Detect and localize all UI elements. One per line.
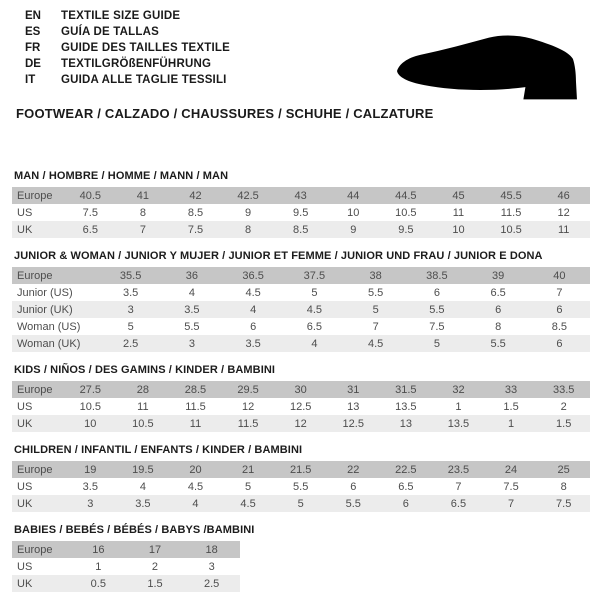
size-table [12, 381, 590, 432]
size-table-row [12, 478, 590, 495]
size-cell: 18 [183, 541, 240, 558]
size-table [12, 461, 590, 512]
size-cell: 12.5 [289, 400, 312, 413]
language-title: TEXTILE SIZE GUIDE [61, 10, 181, 22]
size-cell: 36.5 [223, 267, 284, 284]
size-cell: 6 [250, 320, 257, 333]
size-cell: 10 [347, 206, 360, 219]
size-cell: 8 [222, 221, 275, 238]
size-cell: 11.5 [222, 415, 275, 432]
size-cell: 1 [485, 415, 538, 432]
size-cell: 24 [485, 461, 538, 478]
row-label: Europe [12, 381, 64, 398]
size-cell: 3 [208, 560, 215, 573]
size-cell: 25 [537, 461, 590, 478]
size-cell: 30 [274, 381, 327, 398]
size-table-title: KIDS / NIÑOS / DES GAMINS / KINDER / BAMBINI [14, 364, 276, 376]
language-code: FR [25, 42, 41, 54]
language-title-block [25, 8, 230, 88]
size-cell: 37.5 [284, 267, 345, 284]
size-cell: 9.5 [293, 206, 309, 219]
size-table-title: CHILDREN / INFANTIL / ENFANTS / KINDER / BAMBINI [14, 444, 303, 456]
size-cell: 10.5 [79, 400, 101, 413]
size-table-row [12, 267, 590, 284]
size-cell: 3.5 [117, 495, 170, 512]
language-code: DE [25, 58, 41, 70]
size-cell: 6.5 [64, 221, 117, 238]
size-cell: 1 [95, 560, 102, 573]
size-cell: 4.5 [222, 495, 275, 512]
size-cell: 5 [274, 495, 327, 512]
language-row-fr [25, 40, 230, 56]
size-cell: 5.5 [468, 335, 529, 352]
size-cell: 3.5 [161, 301, 222, 318]
size-cell: 3 [161, 335, 222, 352]
size-cell: 35.5 [100, 267, 161, 284]
size-cell: 4 [188, 286, 195, 299]
size-cell: 5 [311, 286, 318, 299]
size-cell: 19.5 [117, 461, 170, 478]
size-cell: 10.5 [117, 415, 170, 432]
size-cell: 22.5 [380, 461, 433, 478]
size-cell: 5.5 [406, 301, 467, 318]
size-cell: 8 [495, 320, 502, 333]
language-code: ES [25, 26, 41, 38]
size-cell: 12.5 [327, 415, 380, 432]
size-cell: 29.5 [222, 381, 275, 398]
size-cell: 5 [406, 335, 467, 352]
size-cell: 6 [529, 301, 590, 318]
row-label: US [17, 400, 33, 413]
row-label: UK [12, 575, 70, 592]
language-title: GUÍA DE TALLAS [61, 26, 159, 38]
size-cell: 8.5 [551, 320, 568, 333]
row-label: US [17, 206, 33, 219]
size-cell: 7.5 [169, 221, 222, 238]
size-cell: 21 [222, 461, 275, 478]
size-cell: 6 [350, 480, 357, 493]
row-label: Woman (US) [17, 320, 81, 333]
size-cell: 10.5 [485, 221, 538, 238]
size-cell: 31 [327, 381, 380, 398]
size-cell: 38 [345, 267, 406, 284]
size-cell: 42.5 [222, 187, 275, 204]
size-cell: 9 [245, 206, 252, 219]
size-cell: 4 [223, 301, 284, 318]
size-cell: 8 [139, 206, 146, 219]
size-cell: 5 [345, 301, 406, 318]
size-cell: 5 [245, 480, 252, 493]
row-label: UK [12, 415, 64, 432]
size-table [12, 541, 240, 592]
size-table-row [12, 381, 590, 398]
language-title: TEXTILGRÖßENFÜHRUNG [61, 58, 212, 70]
size-cell: 7.5 [503, 480, 519, 493]
size-table-section [12, 524, 590, 592]
size-table-row [12, 558, 240, 575]
size-table-row [12, 301, 590, 318]
size-cell: 13.5 [395, 400, 417, 413]
size-cell: 31.5 [380, 381, 433, 398]
size-cell: 13 [347, 400, 360, 413]
size-cell: 10 [432, 221, 485, 238]
row-label: Europe [12, 267, 100, 284]
language-title: GUIDA ALLE TAGLIE TESSILI [61, 74, 227, 86]
language-row-de [25, 56, 230, 72]
size-cell: 23.5 [432, 461, 485, 478]
size-tables-container [12, 170, 590, 592]
size-cell: 19 [64, 461, 117, 478]
size-cell: 33 [485, 381, 538, 398]
size-cell: 5.5 [367, 286, 384, 299]
row-label: Woman (UK) [12, 335, 100, 352]
size-cell: 3 [100, 301, 161, 318]
size-cell: 43 [274, 187, 327, 204]
size-cell: 28 [117, 381, 170, 398]
size-cell: 1.5 [503, 400, 519, 413]
size-cell: 13.5 [432, 415, 485, 432]
size-table [12, 267, 590, 352]
size-cell: 6.5 [306, 320, 323, 333]
size-cell: 44.5 [380, 187, 433, 204]
size-cell: 41 [117, 187, 170, 204]
size-cell: 3.5 [82, 480, 98, 493]
language-row-es [25, 24, 230, 40]
size-table-section [12, 444, 590, 512]
size-cell: 10 [64, 415, 117, 432]
size-cell: 6.5 [398, 480, 414, 493]
size-table-row [12, 495, 590, 512]
size-cell: 4 [284, 335, 345, 352]
size-cell: 5.5 [184, 320, 200, 333]
size-cell: 3.5 [223, 335, 284, 352]
size-cell: 44 [327, 187, 380, 204]
size-cell: 11 [137, 400, 149, 413]
size-cell: 33.5 [537, 381, 590, 398]
size-cell: 7 [455, 480, 462, 493]
row-label: Europe [12, 541, 70, 558]
row-label: UK [12, 495, 64, 512]
size-cell: 7.5 [537, 495, 590, 512]
size-cell: 12 [274, 415, 327, 432]
size-cell: 6 [380, 495, 433, 512]
size-table-row [12, 318, 590, 335]
size-cell: 7.5 [82, 206, 98, 219]
size-cell: 42 [169, 187, 222, 204]
size-cell: 11.5 [500, 206, 522, 219]
size-table-row [12, 541, 240, 558]
language-row-it [25, 72, 230, 88]
size-cell: 11 [537, 221, 590, 238]
row-label: US [17, 480, 33, 493]
language-code: IT [25, 74, 36, 86]
size-table-title: JUNIOR & WOMAN / JUNIOR Y MUJER / JUNIOR ET FEMME / JUNIOR UND FRAU / JUNIOR E DONA [14, 250, 543, 262]
dress-shoe-icon [394, 34, 580, 106]
row-label: Europe [12, 461, 64, 478]
size-cell: 20 [169, 461, 222, 478]
size-table-row [12, 204, 590, 221]
size-cell: 5.5 [327, 495, 380, 512]
size-cell: 4.5 [245, 286, 261, 299]
size-cell: 8.5 [274, 221, 327, 238]
size-table [12, 187, 590, 238]
size-cell: 4.5 [345, 335, 406, 352]
size-cell: 2 [560, 400, 567, 413]
size-table-section [12, 250, 590, 352]
size-cell: 7 [117, 221, 170, 238]
size-cell: 3 [64, 495, 117, 512]
size-cell: 7 [485, 495, 538, 512]
size-cell: 4 [169, 495, 222, 512]
size-table-section [12, 364, 590, 432]
size-cell: 7 [556, 286, 563, 299]
size-cell: 2.5 [183, 575, 240, 592]
size-cell: 45.5 [485, 187, 538, 204]
size-cell: 1 [455, 400, 462, 413]
size-cell: 7 [372, 320, 379, 333]
size-cell: 46 [537, 187, 590, 204]
size-cell: 9 [327, 221, 380, 238]
size-table-row [12, 461, 590, 478]
size-cell: 7.5 [429, 320, 445, 333]
size-cell: 10.5 [395, 206, 417, 219]
size-cell: 4.5 [187, 480, 204, 493]
row-label: Junior (US) [17, 286, 73, 299]
size-cell: 9.5 [380, 221, 433, 238]
size-cell: 8 [560, 480, 567, 493]
size-cell: 40 [529, 267, 590, 284]
size-cell: 16 [70, 541, 127, 558]
size-table-title: MAN / HOMBRE / HOMME / MANN / MAN [14, 170, 229, 182]
size-table-row [12, 187, 590, 204]
size-cell: 22 [327, 461, 380, 478]
size-cell: 11.5 [185, 400, 206, 413]
size-cell: 1.5 [127, 575, 184, 592]
size-cell: 5 [127, 320, 134, 333]
size-cell: 21.5 [274, 461, 327, 478]
row-label: US [17, 560, 33, 573]
size-cell: 2 [151, 560, 159, 573]
size-table-row [12, 415, 590, 432]
size-cell: 5.5 [293, 480, 309, 493]
language-row-en [25, 8, 230, 24]
size-cell: 17 [127, 541, 184, 558]
size-cell: 12 [557, 206, 570, 219]
row-label: Europe [12, 187, 64, 204]
size-cell: 28.5 [169, 381, 222, 398]
size-cell: 36 [161, 267, 222, 284]
size-cell: 1.5 [537, 415, 590, 432]
size-cell: 2.5 [100, 335, 161, 352]
size-cell: 6 [468, 301, 529, 318]
size-cell: 11 [452, 206, 465, 219]
size-cell: 45 [432, 187, 485, 204]
row-label: Junior (UK) [12, 301, 100, 318]
language-title: GUIDE DES TAILLES TEXTILE [61, 42, 230, 54]
size-cell: 39 [468, 267, 529, 284]
size-cell: 0.5 [70, 575, 127, 592]
size-cell: 12 [241, 400, 255, 413]
size-table-row [12, 575, 240, 592]
size-cell: 6.5 [490, 286, 506, 299]
size-cell: 40.5 [64, 187, 117, 204]
language-code: EN [25, 10, 41, 22]
size-cell: 6.5 [432, 495, 485, 512]
size-table-row [12, 335, 590, 352]
size-table-row [12, 221, 590, 238]
category-heading: FOOTWEAR / CALZADO / CHAUSSURES / SCHUHE / CALZATURE [16, 106, 434, 121]
size-cell: 4 [139, 480, 146, 493]
size-cell: 13 [380, 415, 433, 432]
size-cell: 32 [432, 381, 485, 398]
size-cell: 6 [433, 286, 440, 299]
size-cell: 11 [169, 415, 222, 432]
size-cell: 38.5 [406, 267, 467, 284]
size-cell: 27.5 [64, 381, 117, 398]
size-cell: 3.5 [122, 286, 139, 299]
size-table-title: BABIES / BEBÉS / BÉBÉS / BABYS /BAMBINI [14, 524, 255, 536]
row-label: UK [12, 221, 64, 238]
size-table-row [12, 398, 590, 415]
size-cell: 4.5 [284, 301, 345, 318]
size-cell: 6 [529, 335, 590, 352]
size-cell: 8.5 [187, 206, 204, 219]
size-table-row [12, 284, 590, 301]
size-table-section [12, 170, 590, 238]
